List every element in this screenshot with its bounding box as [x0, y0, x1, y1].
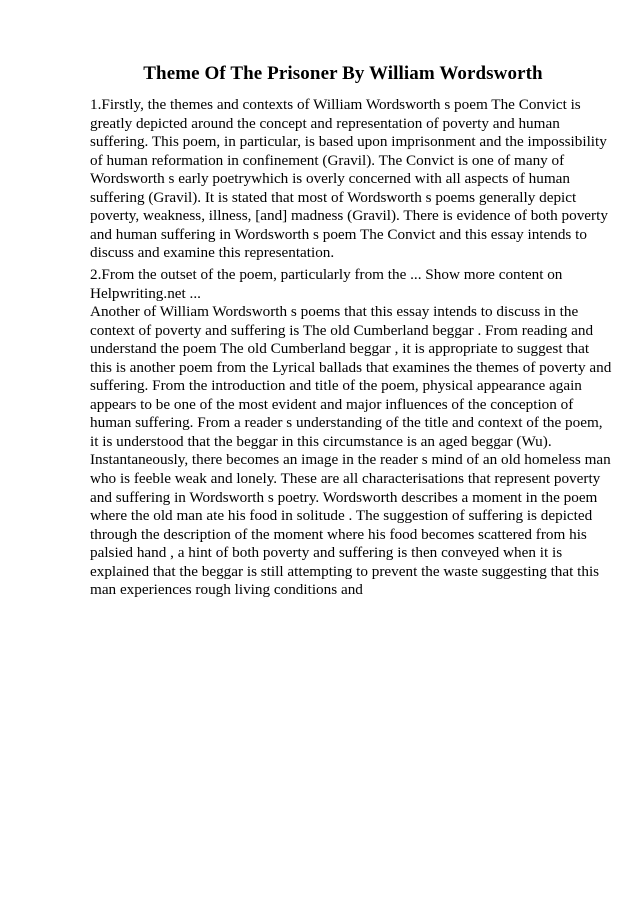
paragraph-2-line: appears to be one of the most evident and major influences of the conception of — [90, 395, 574, 413]
paragraph-1-line: suffering (Gravil). It is stated that most of Wordsworth s poems generally depict — [90, 188, 577, 206]
paragraph-1-line: poverty, weakness, illness, [and] madness (Gravil). There is evidence of both poverty — [90, 207, 608, 225]
paragraph-2-line: understand the poem The old Cumberland beggar , it is appropriate to suggest that — [90, 340, 590, 358]
paragraph-1-line: Wordsworth s early poetrywhich is overly concerned with all aspects of human — [90, 170, 570, 188]
paragraph-1-line: and human suffering in Wordsworth s poem The Convict and this essay intends to — [90, 225, 587, 243]
paragraph-2-line: explained that the beggar is still attempting to prevent the waste suggesting that this — [90, 562, 600, 580]
paragraph-1-line: of human reformation in confinement (Gravil). The Convict is one of many of — [90, 151, 565, 169]
paragraph-2-line: who is feeble weak and lonely. These are all characterisations that represent poverty — [90, 470, 601, 488]
paragraph-1-line: 1.Firstly, the themes and contexts of William Wordsworth s poem The Convict is — [90, 96, 581, 113]
paragraph-2-line: where the old man ate his food in solitude . The suggestion of suffering is depicted — [90, 507, 593, 525]
paragraph-2-line: man experiences rough living conditions and — [90, 581, 363, 599]
paragraph-2-line: Another of William Wordsworth s poems that this essay intends to discuss in the — [90, 303, 579, 321]
paragraph-2-line: and suffering in Wordsworth s poetry. Wordsworth describes a moment in the poem — [90, 488, 598, 506]
paragraph-1 — [90, 96, 608, 263]
paragraph-2-line: Instantaneously, there becomes an image in the reader s mind of an old homeless man — [90, 451, 611, 469]
paragraph-1-line: greatly depicted around the concept and representation of poverty and human — [90, 114, 560, 132]
paragraph-1-line: discuss and examine this representation. — [90, 244, 335, 262]
paragraph-2-line: suffering. From the introduction and title of the poem, physical appearance again — [90, 377, 582, 395]
paragraph-2-line: palsied hand , a hint of both poverty and suffering is then conveyed when it is — [90, 544, 563, 562]
paragraph-2-line: context of poverty and suffering is The old Cumberland beggar . From reading and — [90, 321, 594, 339]
paragraph-2-line: it is understood that the beggar in this circumstance is an aged beggar (Wu). — [90, 432, 552, 450]
document-title: Theme Of The Prisoner By William Wordsworth — [143, 63, 543, 84]
paragraph-2-line: through the description of the moment where his food becomes scattered from his — [90, 525, 587, 543]
paragraph-2-line: this is another poem from the Lyrical ballads that examines the themes of poverty and — [90, 358, 612, 376]
paragraph-2-line: Helpwriting.net ... — [90, 284, 201, 302]
paragraph-1-line: suffering. This poem, in particular, is based upon imprisonment and the impossibility — [90, 133, 607, 151]
paragraph-2 — [90, 266, 612, 600]
paragraph-2-line: human suffering. From a reader s understanding of the title and context of the poem, — [90, 414, 603, 432]
paragraph-2-line: 2.From the outset of the poem, particularly from the ... Show more content on — [90, 266, 563, 283]
